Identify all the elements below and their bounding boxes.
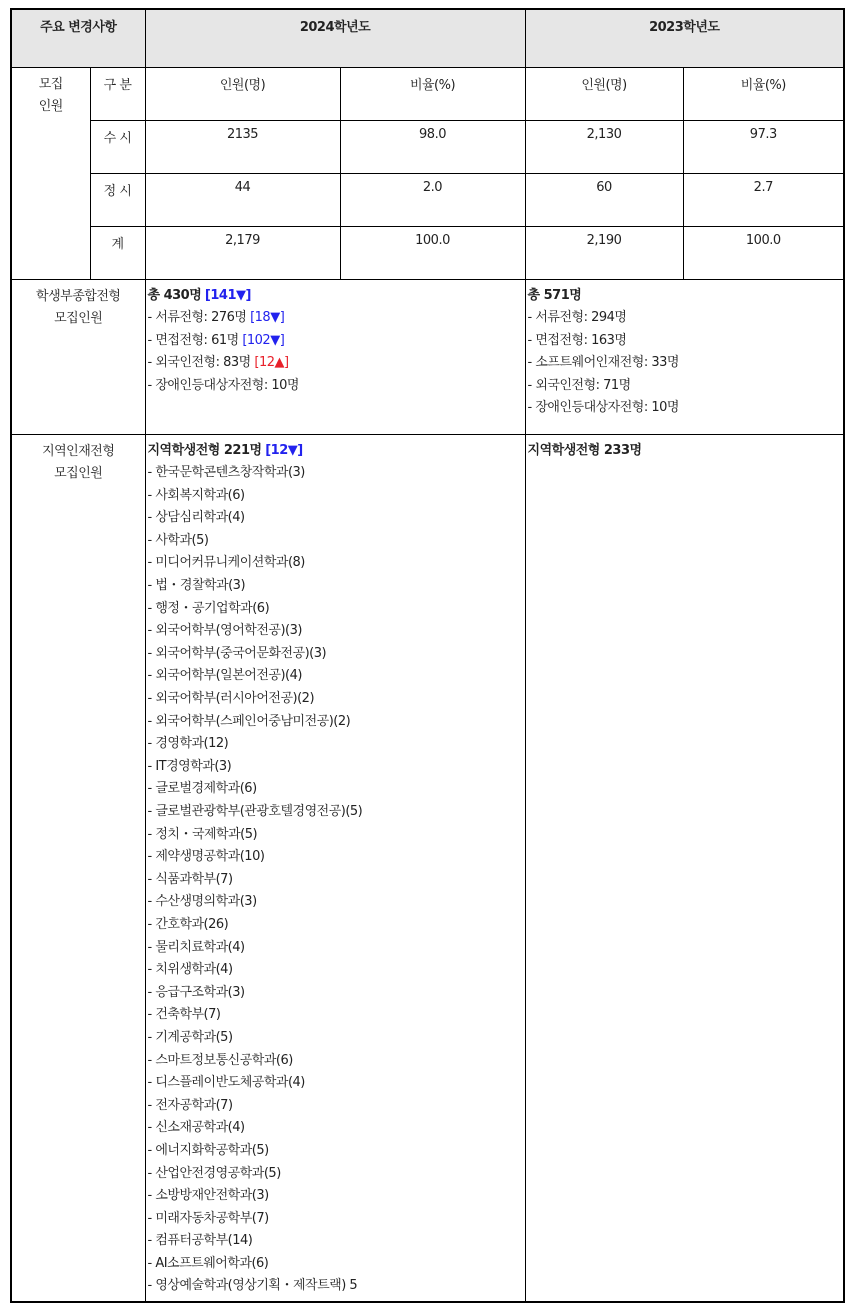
department-item: - 제약생명공학과(10) — [147, 849, 265, 865]
header-2023: 2023학년도 — [525, 9, 844, 67]
department-item: - 산업안전경영공학과(5) — [147, 1165, 281, 1181]
department-item: - 법・경찰학과(3) — [147, 578, 246, 594]
list-item — [148, 330, 523, 353]
col-count-2023: 인원(명) — [525, 67, 683, 120]
list-item: - 면접전형: 163명 — [527, 332, 627, 348]
department-item: - 기계공학과(5) — [147, 1029, 233, 1045]
recruit-row — [11, 226, 844, 279]
department-item: - 스마트정보통신공학과(6) — [147, 1052, 293, 1068]
label-line: 지역인재전형 — [42, 443, 115, 459]
department-item: - 사학과(5) — [147, 532, 209, 548]
col-count-2024: 인원(명) — [145, 67, 340, 120]
list-item: - 서류전형: 294명 — [527, 310, 627, 326]
item-text: - 외국인전형: 83명 — [147, 355, 251, 371]
admission-changes-table — [10, 8, 845, 1303]
department-item: - 물리치료학과(4) — [147, 939, 245, 955]
department-item: - 외국어학부(러시아어전공)(2) — [147, 691, 315, 707]
department-item: - 응급구조학과(3) — [147, 984, 245, 1000]
list-item: - 소프트웨어인재전형: 33명 — [527, 355, 679, 371]
department-item: - 미디어커뮤니케이션학과(8) — [147, 555, 305, 571]
ratio-2024: 100.0 — [340, 226, 525, 279]
department-item: - 미래자동차공학부(7) — [147, 1210, 269, 1226]
department-item: - IT경영학과(3) — [147, 758, 232, 774]
regional-2023 — [525, 434, 844, 1302]
col-category: 구 분 — [90, 67, 145, 120]
change-badge: [12▲] — [254, 355, 289, 371]
change-badge: [141▼] — [204, 287, 251, 303]
department-item: - 컴퓨터공학부(14) — [147, 1233, 253, 1249]
department-item: - 간호학과(26) — [147, 916, 229, 932]
total: 지역학생전형 221명 — [147, 442, 262, 458]
department-item: - 건축학부(7) — [147, 1007, 221, 1023]
department-item: - 외국어학부(중국어문화전공)(3) — [147, 645, 327, 661]
department-item: - AI소프트웨어학과(6) — [147, 1255, 269, 1271]
col-ratio-2023: 비율(%) — [683, 67, 844, 120]
department-item: - 수산생명의학과(3) — [147, 894, 257, 910]
department-item: - 전자공학과(7) — [147, 1097, 233, 1113]
regional-label — [11, 434, 145, 1302]
header-row — [11, 9, 844, 67]
department-item: - 상담심리학과(4) — [147, 510, 245, 526]
comprehensive-row — [11, 279, 844, 434]
recruit-row — [11, 120, 844, 173]
count-2024: 2,179 — [145, 226, 340, 279]
change-badge: [102▼] — [242, 332, 285, 348]
regional-2024 — [145, 434, 525, 1302]
count-2024: 2135 — [145, 120, 340, 173]
department-item: - 외국어학부(스페인어중남미전공)(2) — [147, 713, 351, 729]
change-badge: [12▼] — [265, 442, 303, 458]
total: 총 430명 — [147, 287, 202, 303]
department-item: - 한국문학콘텐츠창작학과(3) — [147, 465, 305, 481]
change-badge: [18▼] — [250, 310, 285, 326]
department-item: - 글로벌경제학과(6) — [147, 781, 257, 797]
comprehensive-2023 — [525, 279, 844, 434]
count-2023: 2,190 — [525, 226, 683, 279]
department-item: - 정치・국제학과(5) — [147, 826, 258, 842]
list-item: - 외국인전형: 71명 — [527, 377, 631, 393]
total: 지역학생전형 233명 — [527, 442, 642, 458]
department-item: - 식품과학부(7) — [147, 871, 233, 887]
list-item — [148, 352, 523, 375]
department-item: - 경영학과(12) — [147, 736, 229, 752]
department-item: - 영상예술학과(영상기획・제작트랙) 5 — [147, 1278, 358, 1294]
department-item: - 외국어학부(일본어전공)(4) — [147, 668, 302, 684]
label-line: 모집인원 — [54, 465, 103, 481]
header-2024: 2024학년도 — [145, 9, 525, 67]
department-item: - 사회복지학과(6) — [147, 487, 245, 503]
department-item: - 신소재공학과(4) — [147, 1120, 245, 1136]
comprehensive-2024 — [145, 279, 525, 434]
label-line: 학생부종합전형 — [36, 288, 121, 304]
regional-row — [11, 434, 844, 1302]
department-item: - 치위생학과(4) — [147, 962, 233, 978]
list-item: - 장애인등대상자전형: 10명 — [527, 400, 679, 416]
label-line: 인원 — [38, 98, 63, 114]
row-name: 정 시 — [90, 173, 145, 226]
department-item: - 에너지화학공학과(5) — [147, 1142, 269, 1158]
count-2024: 44 — [145, 173, 340, 226]
department-item: - 디스플레이반도체공학과(4) — [147, 1075, 305, 1091]
ratio-2023: 100.0 — [683, 226, 844, 279]
item-text: - 서류전형: 276명 — [147, 310, 247, 326]
recruit-row — [11, 173, 844, 226]
ratio-2023: 2.7 — [683, 173, 844, 226]
comprehensive-label — [11, 279, 145, 434]
header-title: 주요 변경사항 — [11, 9, 145, 67]
recruit-header-row — [11, 67, 844, 120]
row-name: 계 — [90, 226, 145, 279]
item-text: - 장애인등대상자전형: 10명 — [147, 377, 299, 393]
count-2023: 60 — [525, 173, 683, 226]
ratio-2024: 98.0 — [340, 120, 525, 173]
row-name: 수 시 — [90, 120, 145, 173]
ratio-2024: 2.0 — [340, 173, 525, 226]
col-ratio-2024: 비율(%) — [340, 67, 525, 120]
department-item: - 외국어학부(영어학전공)(3) — [147, 623, 302, 639]
total: 총 571명 — [527, 287, 582, 303]
recruit-label — [11, 67, 90, 279]
list-item — [148, 307, 523, 330]
count-2023: 2,130 — [525, 120, 683, 173]
department-item: - 소방방재안전학과(3) — [147, 1188, 269, 1204]
ratio-2023: 97.3 — [683, 120, 844, 173]
department-item: - 행정・공기업학과(6) — [147, 600, 270, 616]
label-line: 모집 — [38, 76, 63, 92]
label-line: 모집인원 — [54, 310, 103, 326]
item-text: - 면접전형: 61명 — [147, 332, 239, 348]
list-item — [148, 375, 523, 398]
department-item: - 글로벌관광학부(관광호텔경영전공)(5) — [147, 804, 363, 819]
